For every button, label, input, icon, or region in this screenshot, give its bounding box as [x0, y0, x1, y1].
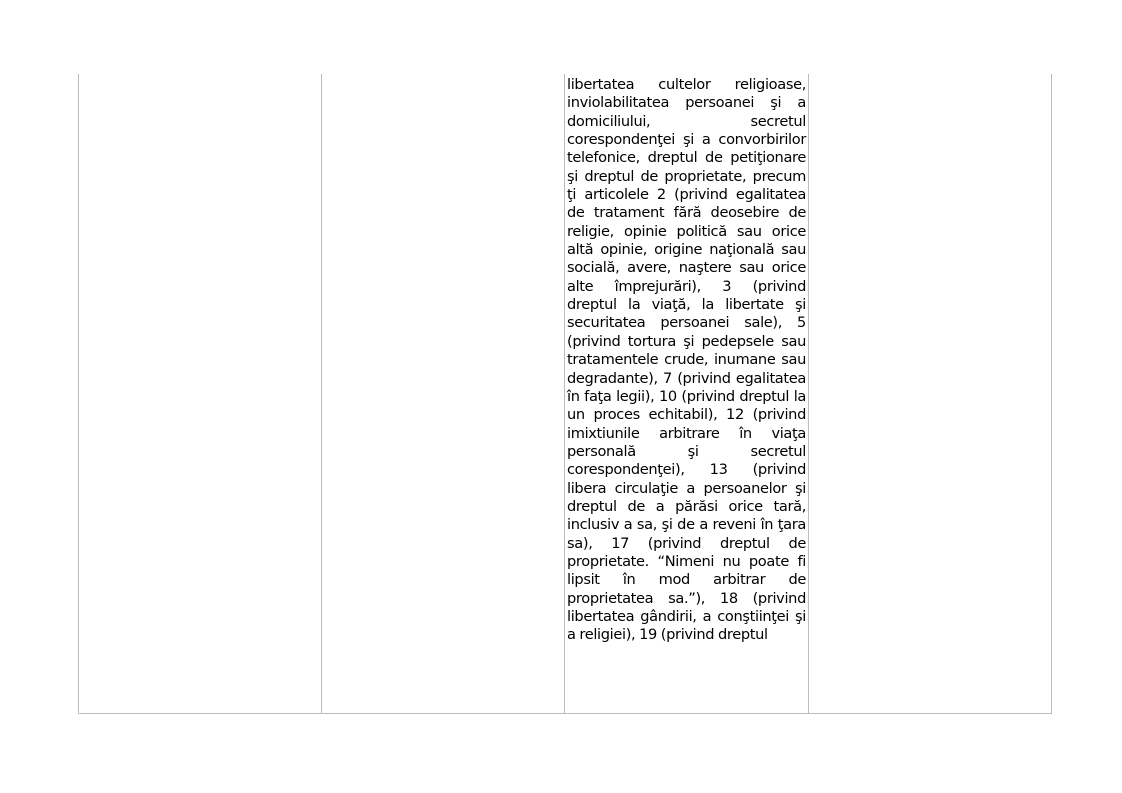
table-cell-4 — [809, 74, 1052, 714]
document-table — [78, 74, 1052, 714]
cell-4-text — [809, 74, 1051, 712]
cell-2-text — [322, 74, 564, 712]
table-row — [79, 74, 1052, 714]
table-cell-2 — [322, 74, 565, 714]
table-cell-1 — [79, 74, 322, 714]
table-cell-3 — [565, 74, 809, 714]
cell-3-text: libertatea cultelor religioase, inviolabilitatea persoanei şi a domiciliului, secretul corespondenţei şi a convorbirilor telefonice, dreptul de petiţionare şi dreptul de proprietate, precum ţi articolele 2 (privind egalitatea de tratament fără deosebire de religie, opinie politică sau orice altă opinie, origine naţională sau socială, avere, naştere sau orice alte împrejurări), 3 (privind dreptul la viaţă, la libertate şi securitatea persoanei sale), 5 (privind tortura şi pedepsele sau tratamentele crude, inumane sau degradante), 7 (privind egalitatea în faţa legii), 10 (privind dreptul la un proces echitabil), 12 (privind imixtiunile arbitrare în viaţa personală şi secretul corespondenţei), 13 (privind libera circulaţie a persoanelor şi dreptul de a părăsi orice tară, inclusiv a sa, şi de a reveni în ţara sa), 17 (privind dreptul de proprietate. “Nimeni nu poate fi lipsit în mod arbitrar de proprietatea sa.”), 18 (privind libertatea gândirii, a conştiinţei şi a religiei), 19 (privind dreptul — [567, 76, 806, 644]
cell-1-text — [79, 74, 321, 712]
